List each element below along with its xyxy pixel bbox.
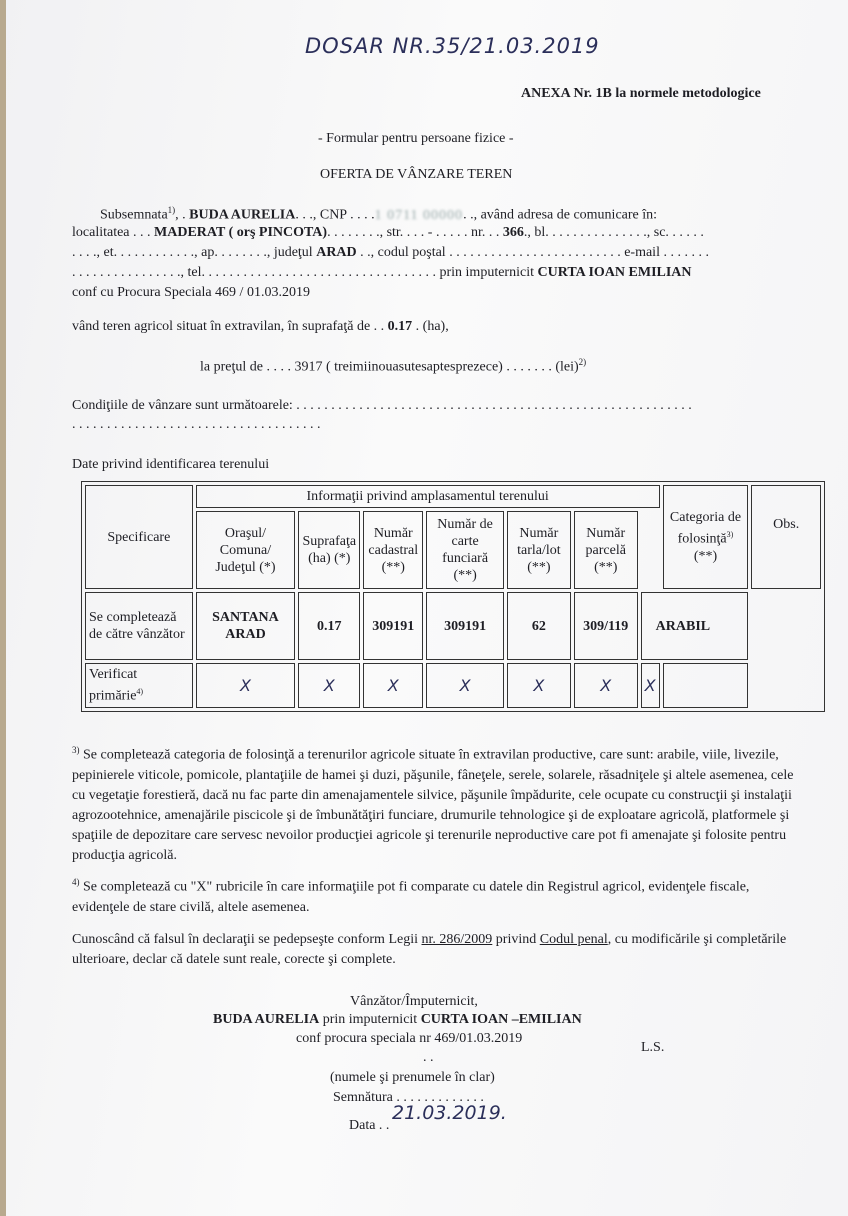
ls-mark: L.S. (641, 1040, 665, 1055)
check-mark: X (426, 663, 504, 708)
cnp-redacted: 1 0711 00000 (374, 207, 464, 223)
row-label-verificat: Verificat primărie$^{4)}$ (85, 663, 193, 708)
header-obs: Obs. (751, 485, 821, 589)
row-label-vanzator: Se completează de către vânzător (85, 592, 193, 660)
check-mark: X (641, 663, 660, 708)
cell-carte-funciara: 309191 (426, 592, 504, 660)
sale-line: vând teren agricol situat în extravilan, în suprafaţă de . . 0.17 . (ha), (72, 319, 449, 334)
signature-line: Semnătura . . . . . . . . . . . . . (333, 1090, 484, 1105)
land-identification-table (81, 481, 825, 712)
paper-edge (0, 0, 6, 1216)
cell-cadastral: 309191 (363, 592, 423, 660)
handwritten-dosar-number: DOSAR NR.35/21.03.2019 (305, 34, 600, 58)
table-row (85, 663, 821, 708)
county: ARAD (316, 245, 357, 260)
conditions-line-2: . . . . . . . . . . . . . . . . . . . . . . . . . . . . . . . . . . . . (72, 417, 321, 432)
intro-line-4: . . . . . . . . . . . . . . . ., tel. . . . . . . . . . . . . . . . . . . . . . . . . . . . . . . . . . prin imputernicit CURTA IOAN EMILIAN (72, 265, 692, 280)
signature-procura: conf procura speciala nr 469/01.03.2019 (296, 1031, 523, 1046)
cell-categoria: ARABIL (641, 592, 749, 660)
declaration: Cunoscând că falsul în declaraţii se pedepseşte conform Legii nr. 286/2009 privind Codul penal, cu modificările şi completările ulterioare, declar că datele sunt reale, corecte şi complete. (72, 932, 787, 967)
footnote-4: $^{4)}$ Se completează cu "X" rubricile în care informaţiile pot fi comparate cu datele din Registrul agricol, evidenţele fiscale, evidenţele de stare civilă, altele asemenea. (72, 877, 750, 915)
cell-suprafata: 0.17 (298, 592, 360, 660)
header-parcela: Număr parcelă (**) (574, 511, 638, 589)
header-specificare: Specificare (85, 485, 193, 589)
signature-dots: . . (423, 1050, 434, 1065)
date-label: Data . . (349, 1118, 390, 1133)
header-cadastral: Număr cadastral (**) (363, 511, 423, 589)
header-suprafata: Suprafaţa (ha) (*) (298, 511, 360, 589)
table-intro: Date privind identificarea terenului (72, 457, 270, 472)
check-mark: X (574, 663, 638, 708)
name-hint: (numele şi prenumele în clar) (330, 1070, 495, 1085)
form-type: - Formular pentru persoane fizice - (318, 131, 514, 146)
intro-line-5: conf cu Procura Speciala 469 / 01.03.2019 (72, 285, 310, 300)
footnote-3: $^{3)}$ Se completează categoria de folosinţă a terenurilor agricole situate în extravilan productive, care sunt: arabile, viile, livezile, pepinierele viticole, pomicole, plantaţiile de hamei şi duzi, păşunile, fâneţele, serele, solarele, răsadniţele şi altele asemenea, cele cu vegetaţie forestieră, dacă nu fac parte din amenajamentele silvice, păşunile împădurite, cele ocupate cu construcţii şi instalaţii agrozootehnice, amenajările piscicole şi de îmbunătăţiri funciare, drumurile tehnologice şi de exploatare agricolă, platformele şi spaţiile de depozitare care servesc nevoilor producţiei agricole şi terenurile neproductive care pot fi amenajate şi folosite pentru producţia agricolă. (72, 745, 794, 863)
annex-title: ANEXA Nr. 1B la normele metodologice (521, 86, 761, 101)
header-oras: Oraşul/ Comuna/ Judeţul (*) (196, 511, 296, 589)
handwritten-date: 21.03.2019. (392, 1102, 507, 1124)
check-mark: X (298, 663, 360, 708)
representative-name: CURTA IOAN EMILIAN (537, 265, 692, 280)
header-tarla: Număr tarla/lot (**) (507, 511, 571, 589)
header-categoria: Categoria de folosinţă$^{3)}$ (**) (663, 485, 749, 589)
price-line: la preţul de . . . . 3917 ( treimiinouasutesaptesprezece) . . . . . . . (lei)$^{2)}$ (200, 357, 587, 375)
penal-code-reference: Codul penal (539, 932, 608, 947)
intro-line-1: Subsemnata$^{1)}$, . BUDA AURELIA. . ., CNP . . . .1 0711 00000. ., având adresa de comunicare în: (100, 205, 658, 223)
cell-parcela: 309/119 (574, 592, 638, 660)
header-group-amplasament: Informaţii privind amplasamentul terenului (196, 485, 660, 508)
signature-role: Vânzător/Împuternicit, (350, 994, 478, 1009)
check-mark: X (363, 663, 423, 708)
sale-area: 0.17 (387, 319, 413, 334)
check-mark: X (507, 663, 571, 708)
document-title: OFERTA DE VÂNZARE TEREN (320, 167, 513, 182)
table-row (85, 592, 821, 660)
header-carte-funciara: Număr de carte funciară (**) (426, 511, 504, 589)
signature-names: BUDA AURELIA prin imputernicit CURTA IOAN –EMILIAN (213, 1012, 582, 1027)
cell-tarla: 62 (507, 592, 571, 660)
check-mark: X (196, 663, 296, 708)
seller-name: BUDA AURELIA (189, 207, 296, 223)
cell-obs-empty (663, 663, 749, 708)
law-reference: nr. 286/2009 (421, 932, 493, 947)
house-number: 366 (502, 225, 524, 240)
intro-line-3: . . . ., et. . . . . . . . . . . ., ap. . . . . . . ., judeţul ARAD . ., codul poştal . . . . . . . . . . . . . . . . . . . . . . . . . e-mail . . . . . . . (72, 245, 709, 260)
conditions-line-1: Condiţiile de vânzare sunt următoarele: . . . . . . . . . . . . . . . . . . . . . . . . . . . . . . . . . . . . . . . . . . . . . . . . . . . . . . . . . (72, 398, 692, 413)
intro-line-2: localitatea . . . MADERAT ( orş PINCOTA). . . . . . . ., str. . . . - . . . . . nr. . . 366., bl. . . . . . . . . . . . . . ., sc. . . . . . (72, 225, 704, 240)
cell-oras: SANTANA ARAD (196, 592, 296, 660)
locality: MADERAT ( orş PINCOTA) (154, 225, 328, 240)
